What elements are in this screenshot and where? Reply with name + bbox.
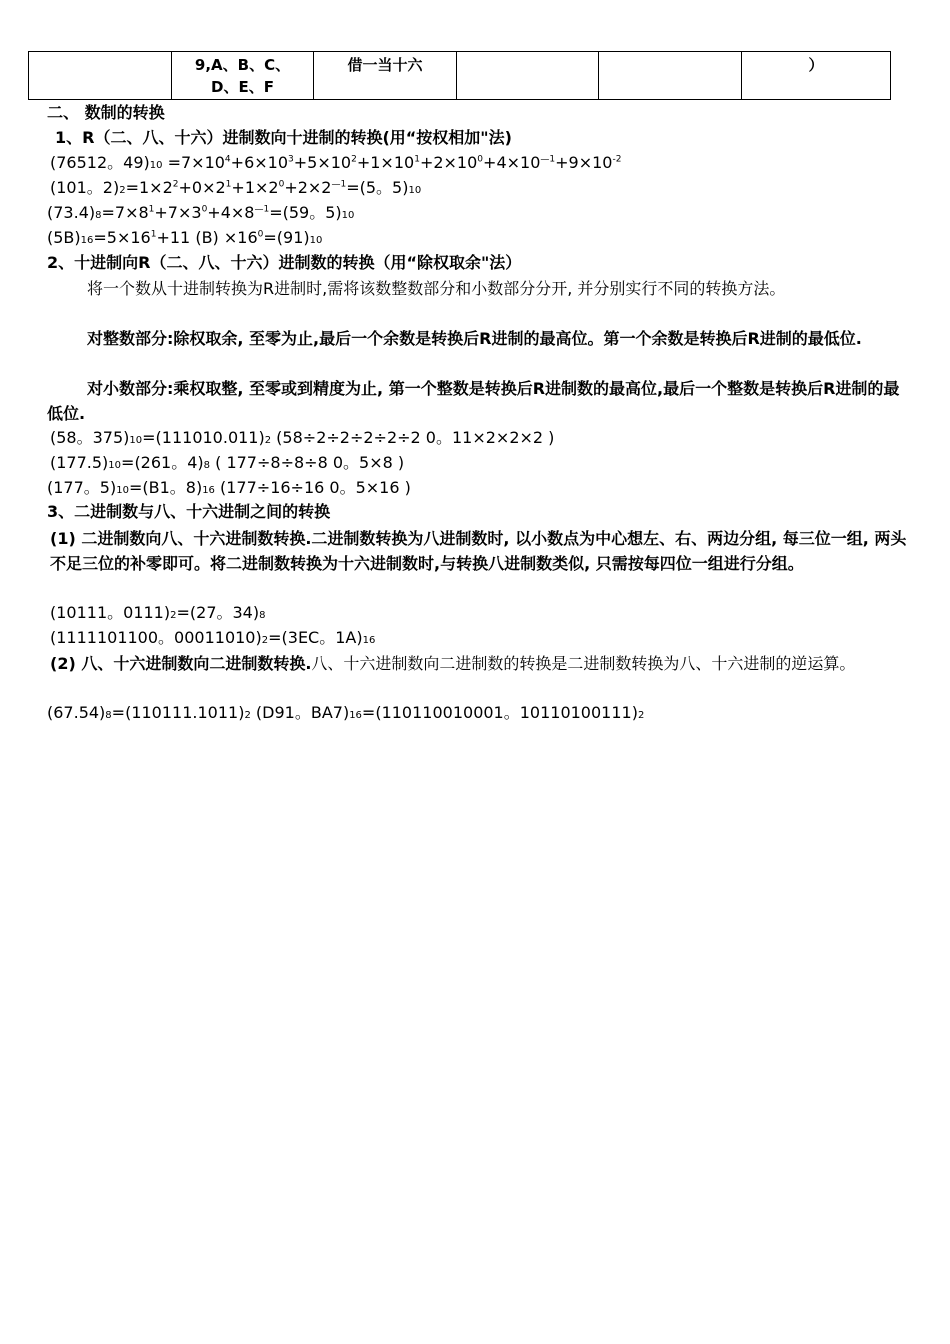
subscript: 10	[116, 485, 129, 496]
example-text: (10111。0111)	[50, 603, 171, 622]
example-text: =7×8	[101, 203, 149, 222]
example-line	[47, 227, 322, 252]
subscript: 10	[408, 185, 422, 196]
subscript: 10	[309, 235, 323, 246]
example-text: (D91。BA7)	[250, 703, 350, 722]
fraction-part-label: 对小数部分:	[87, 379, 174, 398]
example-text: +1×2	[231, 178, 279, 197]
example-line	[47, 202, 354, 227]
example-text: +5×10	[293, 153, 352, 172]
example-text: =(91)	[263, 228, 310, 247]
example-line	[50, 427, 554, 452]
example-line	[50, 152, 621, 177]
example-text: =(27。34)	[176, 603, 260, 622]
example-text: ( 177÷8÷8÷8 0。5×8 )	[210, 453, 405, 472]
subscript: 16	[80, 235, 94, 246]
table-cell	[599, 52, 742, 100]
hex-digits-line2: D、E、F	[211, 78, 274, 96]
superscript: —1	[540, 154, 556, 165]
closing-paren-cell: ）	[808, 56, 824, 74]
superscript: 1	[148, 204, 155, 215]
example-text: (5B)	[47, 228, 81, 247]
subscript: 10	[149, 160, 163, 171]
integer-part-paragraph	[47, 326, 907, 351]
superscript: 4	[224, 154, 231, 165]
subscript: 8	[259, 610, 266, 621]
superscript: 1	[150, 229, 157, 240]
example-text: +1×10	[356, 153, 415, 172]
superscript: —1	[331, 179, 347, 190]
example-text: (67.54)	[47, 703, 106, 722]
superscript: 1	[225, 179, 232, 190]
subsection-1-text: 二进制数转换为八进制数时, 以小数点为中心想左、右、两边分组, 每三位一组, 两头不足三位的补零即可。将二进制数转换为十六进制数时,与转换八进制数类似, 只需按每四位一组进行分组。	[50, 529, 907, 573]
example-line	[47, 477, 411, 502]
example-text: (58÷2÷2÷2÷2÷2 0。11×2×2×2 )	[271, 428, 555, 447]
example-text: =(5。5)	[346, 178, 409, 197]
example-text: =7×10	[162, 153, 225, 172]
example-text: (177÷16÷16 0。5×16 )	[214, 478, 411, 497]
subscript: 16	[349, 710, 362, 721]
example-text: (1111101100。00011010)	[50, 628, 262, 647]
example-text: +11 (B) ×16	[156, 228, 258, 247]
superscript: -2	[612, 154, 622, 165]
superscript: —1	[254, 204, 270, 215]
example-text: +0×2	[178, 178, 226, 197]
base-table	[28, 51, 891, 100]
fraction-part-text: 乘权取整, 至零或到精度为止, 第一个整数是转换后R进制数的最高位,最后一个整数是转换后R进制的最低位.	[47, 379, 900, 423]
example-line	[47, 702, 644, 727]
example-line	[50, 627, 375, 652]
subscript: 2	[170, 610, 177, 621]
example-text: +7×3	[154, 203, 202, 222]
octal-hex-to-binary-paragraph	[50, 651, 907, 676]
superscript: 2	[172, 179, 179, 190]
table-cell	[314, 52, 457, 100]
subscript: 2	[261, 635, 269, 646]
table-row	[29, 52, 891, 100]
superscript: 0	[278, 179, 285, 190]
example-text: =(B1。8)	[128, 478, 203, 497]
example-text: +4×10	[483, 153, 541, 172]
subscript: 10	[341, 210, 355, 221]
example-line	[50, 452, 404, 477]
superscript: 3	[288, 154, 294, 165]
subscript: 2	[264, 435, 272, 446]
example-text: (177.5)	[50, 453, 109, 472]
example-text: =5×16	[93, 228, 151, 247]
example-text: (58。375)	[50, 428, 130, 447]
subscript: 10	[129, 435, 143, 446]
example-text: =(59。5)	[269, 203, 342, 222]
borrow-rule-cell: 借一当十六	[347, 56, 423, 74]
example-text: (101。2)	[50, 178, 120, 197]
example-text: =(261。4)	[121, 453, 204, 472]
table-cell	[457, 52, 599, 100]
example-text: (76512。49)	[50, 153, 150, 172]
subscript: 8	[105, 710, 112, 721]
example-text: +2×10	[419, 153, 478, 172]
section-1-heading: 1、R（二、八、十六）进制数向十进制的转换(用“按权相加"法)	[55, 128, 512, 147]
subsection-2-label: (2) 八、十六进制数向二进制数转换.	[50, 654, 312, 673]
fraction-part-paragraph	[47, 376, 907, 426]
subscript: 16	[362, 635, 376, 646]
hex-digits-cell	[172, 52, 313, 98]
table-cell	[172, 52, 314, 100]
example-line	[50, 177, 421, 202]
example-text: (177。5)	[47, 478, 117, 497]
subsection-2-text: 八、十六进制数向二进制数的转换是二进制数转换为八、十六进制的逆运算。	[311, 654, 856, 673]
superscript: 0	[201, 204, 208, 215]
example-text: =(3EC。1A)	[268, 628, 363, 647]
superscript: 0	[257, 229, 264, 240]
subscript: 10	[108, 460, 122, 471]
section-heading: 二、 数制的转换	[47, 103, 165, 122]
example-text: +4×8	[207, 203, 255, 222]
subscript: 8	[95, 210, 102, 221]
superscript: 2	[351, 154, 357, 165]
binary-to-octal-hex-paragraph	[50, 526, 907, 576]
example-text: +6×10	[230, 153, 289, 172]
example-text: =(110110010001。10110100111)	[361, 703, 638, 722]
example-text: +9×10	[555, 153, 613, 172]
example-text: (73.4)	[47, 203, 96, 222]
hex-digits-line1: 9,A、B、C、	[194, 56, 291, 74]
example-text: =1×2	[125, 178, 173, 197]
section-3-heading: 3、二进制数与八、十六进制之间的转换	[47, 502, 331, 521]
table-cell	[742, 52, 891, 100]
integer-part-label: 对整数部分:	[87, 329, 174, 348]
subsection-1-label: (1) 二进制数向八、十六进制数转换.	[50, 529, 312, 548]
superscript: 1	[414, 154, 420, 165]
example-text: =(110111.1011)	[111, 703, 245, 722]
example-line	[50, 602, 265, 627]
section-2-intro: 将一个数从十进制转换为R进制时,需将该数整数部分和小数部分分开, 并分别实行不同的转换方法。	[87, 279, 786, 298]
subscript: 2	[637, 710, 645, 721]
integer-part-text: 除权取余, 至零为止,最后一个余数是转换后R进制的最高位。第一个余数是转换后R进制的最低位.	[173, 329, 862, 348]
section-2-heading: 2、十进制向R（二、八、十六）进制数的转换（用“除权取余"法）	[47, 253, 522, 272]
table-cell	[29, 52, 172, 100]
subscript: 2	[119, 185, 126, 196]
subscript: 8	[203, 460, 211, 471]
example-text: +2×2	[284, 178, 332, 197]
subscript: 16	[202, 485, 215, 496]
superscript: 0	[477, 154, 484, 165]
example-text: =(111010.011)	[142, 428, 265, 447]
subscript: 2	[244, 710, 251, 721]
